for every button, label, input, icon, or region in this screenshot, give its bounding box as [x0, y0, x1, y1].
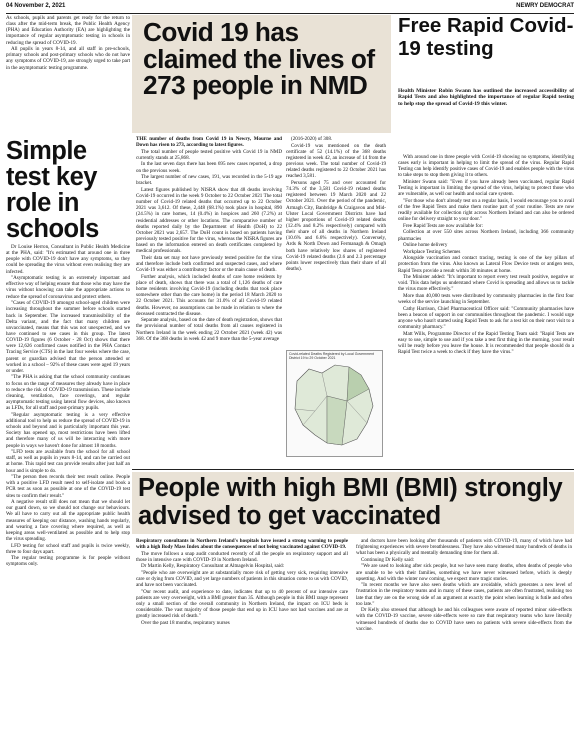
- bmi-story-column-2: [356, 538, 572, 735]
- section-rule: [132, 469, 574, 470]
- right-story-paragraph: "For those who don't already test on a regular basis, I would encourage you to avail of the free Rapid Tests and make them routine part of your routine. Tests are now readily available for collection right across Northern Ireland and can also be ordered online for delivery straight to your door.": [398, 197, 574, 223]
- lead-story-lede: THE number of deaths from Covid 19 in Newry, Mourne and Down has risen to 273, according to latest figures.: [136, 136, 282, 149]
- bmi-story-paragraph: "In recent months we have also seen deaths which are avoidable, which generates a new level of frustration in the respiratory teams and in many of these cases, patients are often frustrated, realising too late that they are on the wrong side of an argument at exactly the point when learning is futile and often too late.": [356, 582, 572, 607]
- left-story-intro: [6, 15, 130, 136]
- bmi-story-headline: People with high BMI (BMI) strongly advised to get vaccinated: [138, 474, 563, 530]
- left-story-paragraph: "Cases of COVID-19 amongst school-aged children were increasing throughout the summer before schools started back in September. The increased transmissibility of the Delta variant, and the fact that many children are unvaccinated, means that this was not unexpected, and we have continued to see cases in this group. The latest COVID-19 figures (6 October - 28 Oct) shows that there were 12,626 confirmed cases notified in the PHA Contact Tracing Service (CTS) in the last four weeks where the case, parent or guardian advised that the person attended or worked in a school – 92% of these cases were aged 19 years or under.: [6, 300, 130, 374]
- left-story-paragraph: Dr Louise Herron, Consultant in Public Health Medicine at the PHA, said: "It's estimated that around one in three people with COVID-19 don't have any symptoms, so they could be spreading the virus without even realising they are infected.: [6, 244, 130, 275]
- bmi-story-column-1: [136, 538, 348, 735]
- lead-story-column-2: [286, 136, 386, 348]
- lead-story-headline: Covid 19 has claimed the lives of 273 people in NMD: [143, 17, 375, 100]
- lead-story-paragraph: (2016-2020) of 308.: [291, 136, 333, 142]
- left-story-paragraph: A negative result still does not mean that we should let our guard down, so we should not change our behaviours. We all have to carry out all the appropriate public health measures of keeping our distance, washing hands regularly, and wearing a face covering where required, as well as keeping areas well-ventilated as possible and to help stop the virus spreading.: [6, 499, 130, 543]
- lead-story-paragraph: The largest number of new cases, 191, was recorded in the 5-19 age bracket.: [136, 174, 282, 187]
- masthead: [6, 3, 574, 13]
- bmi-story-paragraph: Respiratory consultants in Northern Ireland's hospitals have issued a strong warning to people with a high Body Mass Index about the consequences of not being vaccinated against COVID-19.: [136, 538, 348, 551]
- left-story-paragraph: "The PHA is asking that the school community continues to focus on the range of measures they already have in place to reduce the risk of COVID-19 transmission. These include cleaning, ventilation, face coverings, and regular asymptomatic testing using lateral flow devices, also known as LFDs, for all staff and post-primary pupils.: [6, 374, 130, 412]
- lead-story-paragraph: Separate analysis, based on the date of death registration, shows that the provisional number of total deaths from all causes registered in Northern Ireland in the week ending 22 October 2021 (week 42) was 368. Of the 368 deaths in week 42 and 9 more than the 5-year average: [136, 317, 282, 342]
- lead-story-paragraph: In the last seven days there has been 695 new cases reported, a drop on the previous week.: [136, 161, 282, 174]
- left-story-paragraph: As schools, pupils and parents get ready for the return to class after the mid-term break, the Public Health Agency (PHA) and Education Authority (EA) are highlighting the importance of regular asymptomatic testing in schools in reducing the spread of COVID-19.: [6, 15, 130, 46]
- left-story-paragraph: "LFD tests are available from the school for all school staff, as well as pupils in years 8-14, and can be carried out at home. This rapid test can provide results after just half an hour and is simple to do.: [6, 449, 130, 474]
- right-story-paragraph: The Minister added: "It's important to report every test result positive, negative or void. This data helps us understand where Covid is spreading and allows us to tackle the virus more effectively.": [398, 274, 574, 293]
- bmi-story-paragraph: Over the past 18 months, respiratory nurses: [141, 619, 230, 626]
- right-story-paragraph: Alongside vaccination and contact tracing, testing is one of the key pillars of protection from the virus. Also known as Lateral Flow Device tests or antigen tests, Rapid Tests provide a result within 30 minutes at home.: [398, 255, 574, 274]
- map-caption: Covid-related Deaths Registered by Local Government District 19 to 29 October 2021: [289, 352, 375, 360]
- right-story-paragraph: Collection at over 550 sites across Northern Ireland, including 366 community pharmacies: [398, 229, 574, 242]
- lead-story-paragraph: Further analysis, which included deaths of care home residents by place of death, shows that there was a total of 1,126 deaths of care home residents involving Covid-19 (including deaths that took place somewhere other than the care home) in the period 18 March 2020 to 22 October 2021. This accounts for 31.0% of all Covid-19 related deaths. However, no assumptions can be made in relation to where the deceased contracted the disease.: [136, 273, 282, 317]
- left-story-paragraph: "Regular asymptomatic testing is a very effective additional tool to help us reduce the spread of COVID-19 in schools and beyond and is particularly important this year. Society has opened up, most restrictions have been lifted and therefore many of us will be interacting with more people in ways we haven't done for almost 18 months.: [6, 411, 130, 449]
- right-story-paragraph: Online home delivery: [403, 242, 448, 249]
- right-story-paragraph: Cathy Harrison, Chief Pharmaceutical Officer said: "Community pharmacies have been a beacon of support in our communities throughout the pandemic. I would urge anyone who hasn't started using Rapid Tests to ask for a test kit on their next visit to a community pharmacy.": [398, 305, 574, 331]
- left-story-paragraph: All pupils in years 8-14, and all staff in pre-schools, primary schools and post-primary schools who do not have any symptoms of COVID-19, are strongly urged to take part in the asymptomatic testing programme.: [6, 46, 130, 71]
- bmi-story-paragraph: and doctors have been looking after thousands of patients with COVID-19, many of which have had frightening experiences with severe breathlessness. They have also witnessed many hundreds of deaths in what has been a physically and mentally demanding time for them all.: [356, 538, 572, 557]
- bmi-story-paragraph: Dr Martin Kelly, Respiratory Consultant at Altnagelvin Hospital, said:: [141, 563, 285, 570]
- lead-story-paragraph: Latest figures published by NISRA show that 48 deaths involving Covid-19 occurred in the week 9 October to 22 October 2021 The total number of Covid-19 related deaths that occurred up to 22 October 2021 was 3,612. Of these, 2,448 (68.1%) took place in hospital, 890 (24.5%) in care homes, 14 (0.4%) in hospices and 260 (7.2%) at residential addresses or other locations. The comparative number of deaths reported daily by the Department of Health (DoH) to 22 October 2021 was 2,657. The DoH count is based on patients having previously tested positive for the virus, whereas the NISRA figures are based on the information entered on death certificates completed by medical professionals.: [136, 186, 282, 255]
- left-story-body: [6, 244, 130, 734]
- left-story-paragraph: "The person then records their test result online. People with a positive LFD result need to self-isolate and book a PCR test as soon as possible at one of the COVID-19 test sites to confirm their result.": [6, 474, 130, 499]
- right-story-headline: Free Rapid Covid-19 testing: [398, 14, 574, 60]
- right-story-paragraph: Workplace Testing Schemes: [403, 248, 461, 255]
- right-story-paragraph: Free Rapid Tests are now available for:: [403, 222, 483, 229]
- page-date: 04 November 2, 2021: [6, 3, 66, 9]
- lead-story-paragraph: Covid-19 was mentioned on the death certificate of 52 (14.1%) of the 368 deaths registered in week 42, an increase of 14 from the previous week. The total number of Covid-19 related deaths registered to 22 October 2021 has reached 3,581.: [286, 142, 386, 180]
- left-story-headline: Simple test key role in schools: [6, 137, 99, 243]
- right-story-lede: Health Minister Robin Swann has outlined the increased accessibility of Rapid Tests and also highlighted the importance of regular Rapid testing to help stop the spread of Covid-19 this winter.: [398, 88, 574, 107]
- bmi-story-paragraph: "We are used to looking after sick people, but we have seen many deaths, often deaths of people who are unable to be with their families, something we have never witnessed before, which is deeply upsetting. And with the winter now coming, we expect more tragic stories.: [356, 563, 572, 582]
- lead-story-paragraph: Their data set may not have previously tested positive for the virus and therefore include both confirmed and suspected cases, and where Covid-19 was either a contributory factor or the main cause of death.: [136, 254, 282, 274]
- right-story-paragraph: Minister Swann said: "Even if you have already been vaccinated, regular Rapid Testing is important in limiting the spread of the virus, helping to protect those who are vulnerable, as well our health and social care system.: [398, 179, 574, 198]
- right-story-paragraph: With around one in three people with Covid-19 showing no symptoms, identifying cases early is important in helping to limit the spread of the virus. Regular Rapid Testing can help identify positive cases of Covid-19 and enables people with the virus to take steps to stop them giving it to others.: [398, 154, 574, 179]
- lead-story-paragraph: Persons aged 75 and over accounted for 74.3% of the 3,581 Covid-19 related deaths registered between 19 March 2020 and 22 October 2021. Over the period of the pandemic, Armagh City, Banbridge & Craigavon and Mid-Ulster Local Government Districts have had higher proportions of Covid-19 related deaths (12.4% and 8.2% respectively) compared with their share of all deaths in Northern Ireland (10.6% and 6.6% respectively). Conversely, Ards & North Down and Fermanagh & Omagh both have relatively low shares of registered Covid-19 related deaths (2.6 and 2.3 percentage points lower respectively than their share of all deaths).: [286, 179, 386, 273]
- right-story-paragraph: Matt Wills, Programme Director of the Rapid Testing Team said: "Rapid Tests are easy to use, simple to use and if you take a test first thing in the morning, your result will be ready before you leave the house. It is recommended that people should do a Rapid Test twice a week to check if they have the virus.": [398, 330, 574, 356]
- lead-story-column-1: [136, 136, 282, 469]
- bmi-story-paragraph: Continuing Dr Kelly said:: [361, 556, 415, 563]
- paper-name: NEWRY DEMOCRAT: [516, 3, 574, 9]
- bmi-story-paragraph: "Our recent audit, and experience to date, indicates that up to 40 percent of our intensive care patients are very overweight, with a BMI greater than 35. Although people in this BMI range represent only a small section of the overall community in Northern Ireland, the impact on ICU beds is considerable. The vast majority of those people that end up in ICU have not had vaccines and are at greatly increased risk of death.": [136, 588, 348, 620]
- northern-ireland-map-icon: [287, 351, 382, 456]
- deaths-map: [286, 350, 383, 457]
- right-story-body: [398, 154, 574, 470]
- left-story-paragraph: The regular testing programme is for people without symptoms only.: [6, 555, 130, 568]
- bmi-story-paragraph: Dr Kelly also stressed that although he and his colleagues were aware of reported minor side-effects with the COVID-19 vaccine, severe side-effects were so rare that respiratory teams who have literally witnessed hundreds of deaths due to COVID have seen no patients with severe side-effects from the vaccine.: [356, 607, 572, 632]
- left-story-paragraph: "Asymptomatic testing is an extremely important and effective way of helping ensure that those who may have the virus without knowing can take the appropriate actions to reduce the spread of coronavirus and protect others.: [6, 275, 130, 300]
- bmi-story-paragraph: "People who are overweight are at substantially more risk of getting very sick, requiring intensive care or dying from COVID, and yet large numbers of patients in this situation come to us with COVID, and have not been vaccinated.: [136, 569, 348, 589]
- lead-story-paragraph: The total number of people tested positive with Covid 19 in NMD currently stands at 25,868.: [136, 148, 282, 161]
- right-story-paragraph: More than 40,000 tests were distributed by community pharmacies in the first four weeks of the service launching in September.: [398, 292, 574, 306]
- left-story-paragraph: LFD testing for school staff and pupils is twice weekly, three to four days apart.: [6, 542, 130, 555]
- bmi-story-paragraph: The move follows a snap audit conducted recently of all the people on respiratory support and all those in intensive care with COVID-19 in Northern Ireland.: [136, 550, 348, 563]
